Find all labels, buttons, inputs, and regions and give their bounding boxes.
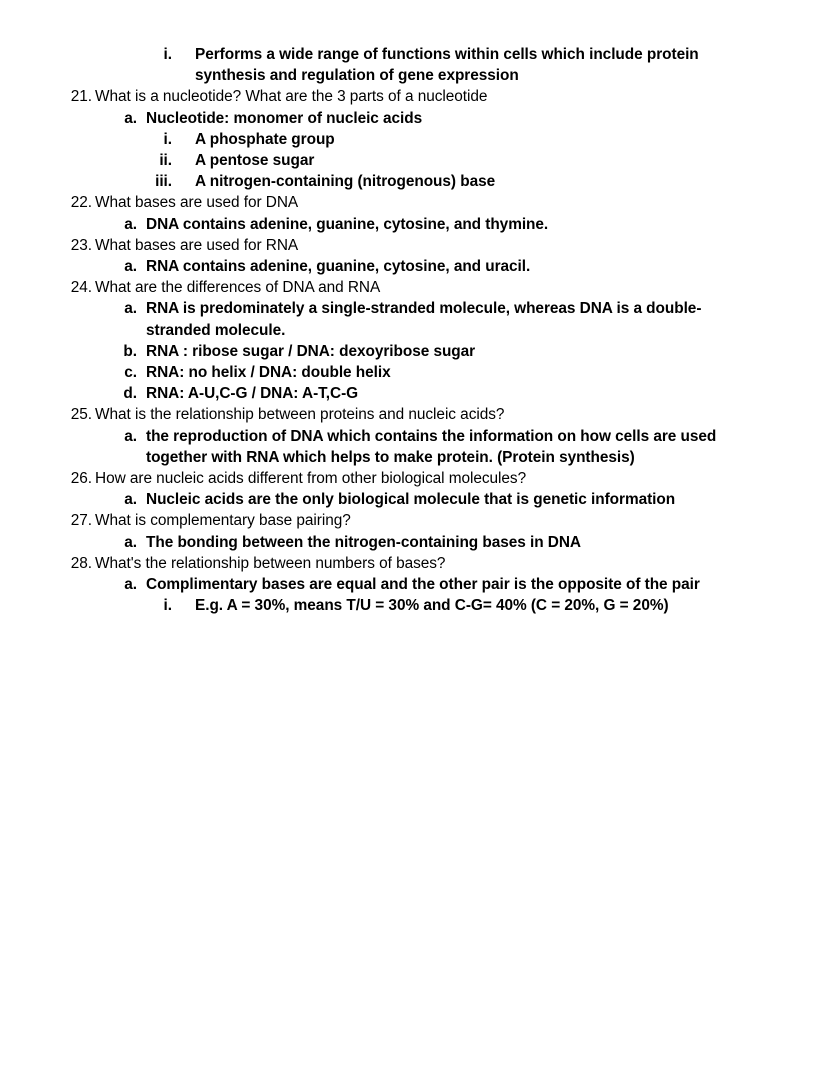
outline-item-text: What bases are used for DNA (95, 194, 299, 212)
outline-item-text: Complimentary bases are equal and the other pair is the opposite of the pair (146, 576, 700, 594)
outline-item (0, 553, 828, 574)
outline-item-text: The bonding between the nitrogen-containing bases in DNA (146, 533, 581, 551)
outline-item-marker: 23. (70, 236, 92, 254)
outline-item-marker: 21. (70, 88, 92, 106)
outline-item-marker: a. (124, 109, 137, 127)
outline-item (0, 44, 828, 86)
outline-item-marker: d. (123, 385, 137, 403)
outline-item (0, 86, 828, 107)
outline-item (0, 171, 828, 192)
outline-item (0, 595, 828, 616)
outline-item-marker: ii. (159, 152, 172, 170)
outline-item-text: RNA is predominately a single-stranded molecule, whereas DNA is a double-stranded molecule. (146, 300, 702, 339)
outline-item-marker: b. (123, 342, 137, 360)
outline-item-marker: a. (124, 491, 137, 509)
outline-item (0, 277, 828, 298)
outline-item (0, 108, 828, 129)
outline-item (0, 298, 828, 340)
outline-item-marker: i. (163, 597, 172, 615)
outline-item-text: What bases are used for RNA (95, 236, 299, 254)
outline-item-text: A phosphate group (195, 130, 335, 148)
outline-item-text: How are nucleic acids different from other biological molecules? (95, 470, 527, 488)
outline-item-marker: 28. (70, 554, 92, 572)
outline-item-text: What are the differences of DNA and RNA (95, 279, 381, 297)
outline-item (0, 256, 828, 277)
outline-item-text: E.g. A = 30%, means T/U = 30% and C-G= 40% (C = 20%, G = 20%) (195, 597, 669, 615)
outline-item-text: What is complementary base pairing? (95, 512, 351, 530)
outline-item-marker: a. (124, 215, 137, 233)
outline-item-text: DNA contains adenine, guanine, cytosine, and thymine. (146, 215, 549, 233)
outline-item-text: Nucleic acids are the only biological molecule that is genetic information (146, 491, 676, 509)
outline-item-marker: iii. (155, 173, 172, 191)
outline-item-marker: 24. (70, 279, 92, 297)
outline-item-marker: 27. (70, 512, 92, 530)
outline-item (0, 532, 828, 553)
outline-item-marker: c. (124, 364, 137, 382)
outline-item-marker: 25. (70, 406, 92, 424)
outline-item (0, 341, 828, 362)
outline-item (0, 574, 828, 595)
outline-item-marker: a. (124, 576, 137, 594)
outline-item (0, 214, 828, 235)
outline-item (0, 235, 828, 256)
outline-item (0, 468, 828, 489)
outline-item-text: A nitrogen-containing (nitrogenous) base (195, 173, 496, 191)
outline-item (0, 129, 828, 150)
outline-item-marker: i. (163, 46, 172, 63)
outline-item-text: RNA: A-U,C-G / DNA: A-T,C-G (146, 385, 359, 403)
outline-item (0, 404, 828, 425)
outline-item (0, 426, 828, 468)
outline-item-marker: a. (124, 427, 137, 445)
outline-item (0, 489, 828, 510)
outline-item-text: RNA contains adenine, guanine, cytosine, and uracil. (146, 258, 531, 276)
outline-item-text: Nucleotide: monomer of nucleic acids (146, 109, 423, 127)
outline-item-text: RNA: no helix / DNA: double helix (146, 364, 391, 382)
outline-item-marker: 26. (70, 470, 92, 488)
outline-item-text: What's the relationship between numbers of bases? (95, 554, 446, 572)
outline-item-text: Performs a wide range of functions within cells which include protein synthesis and regulation of gene expression (195, 46, 699, 85)
outline-item (0, 150, 828, 171)
outline-item-marker: 22. (70, 194, 92, 212)
outline-item (0, 362, 828, 383)
outline-item (0, 192, 828, 213)
outline-list (0, 44, 828, 616)
outline-item (0, 383, 828, 404)
outline-item-text: the reproduction of DNA which contains the information on how cells are used together with RNA which helps to make protein. (Protein synthesis) (146, 427, 717, 466)
outline-item (0, 510, 828, 531)
outline-item-marker: i. (163, 130, 172, 148)
outline-item-text: What is a nucleotide? What are the 3 parts of a nucleotide (95, 88, 488, 106)
outline-item-text: What is the relationship between proteins and nucleic acids? (95, 406, 505, 424)
outline-item-marker: a. (124, 258, 137, 276)
outline-item-text: RNA : ribose sugar / DNA: dexoyribose sugar (146, 342, 476, 360)
outline-item-text: A pentose sugar (195, 152, 315, 170)
outline-item-marker: a. (124, 533, 137, 551)
outline-item-marker: a. (124, 300, 137, 318)
